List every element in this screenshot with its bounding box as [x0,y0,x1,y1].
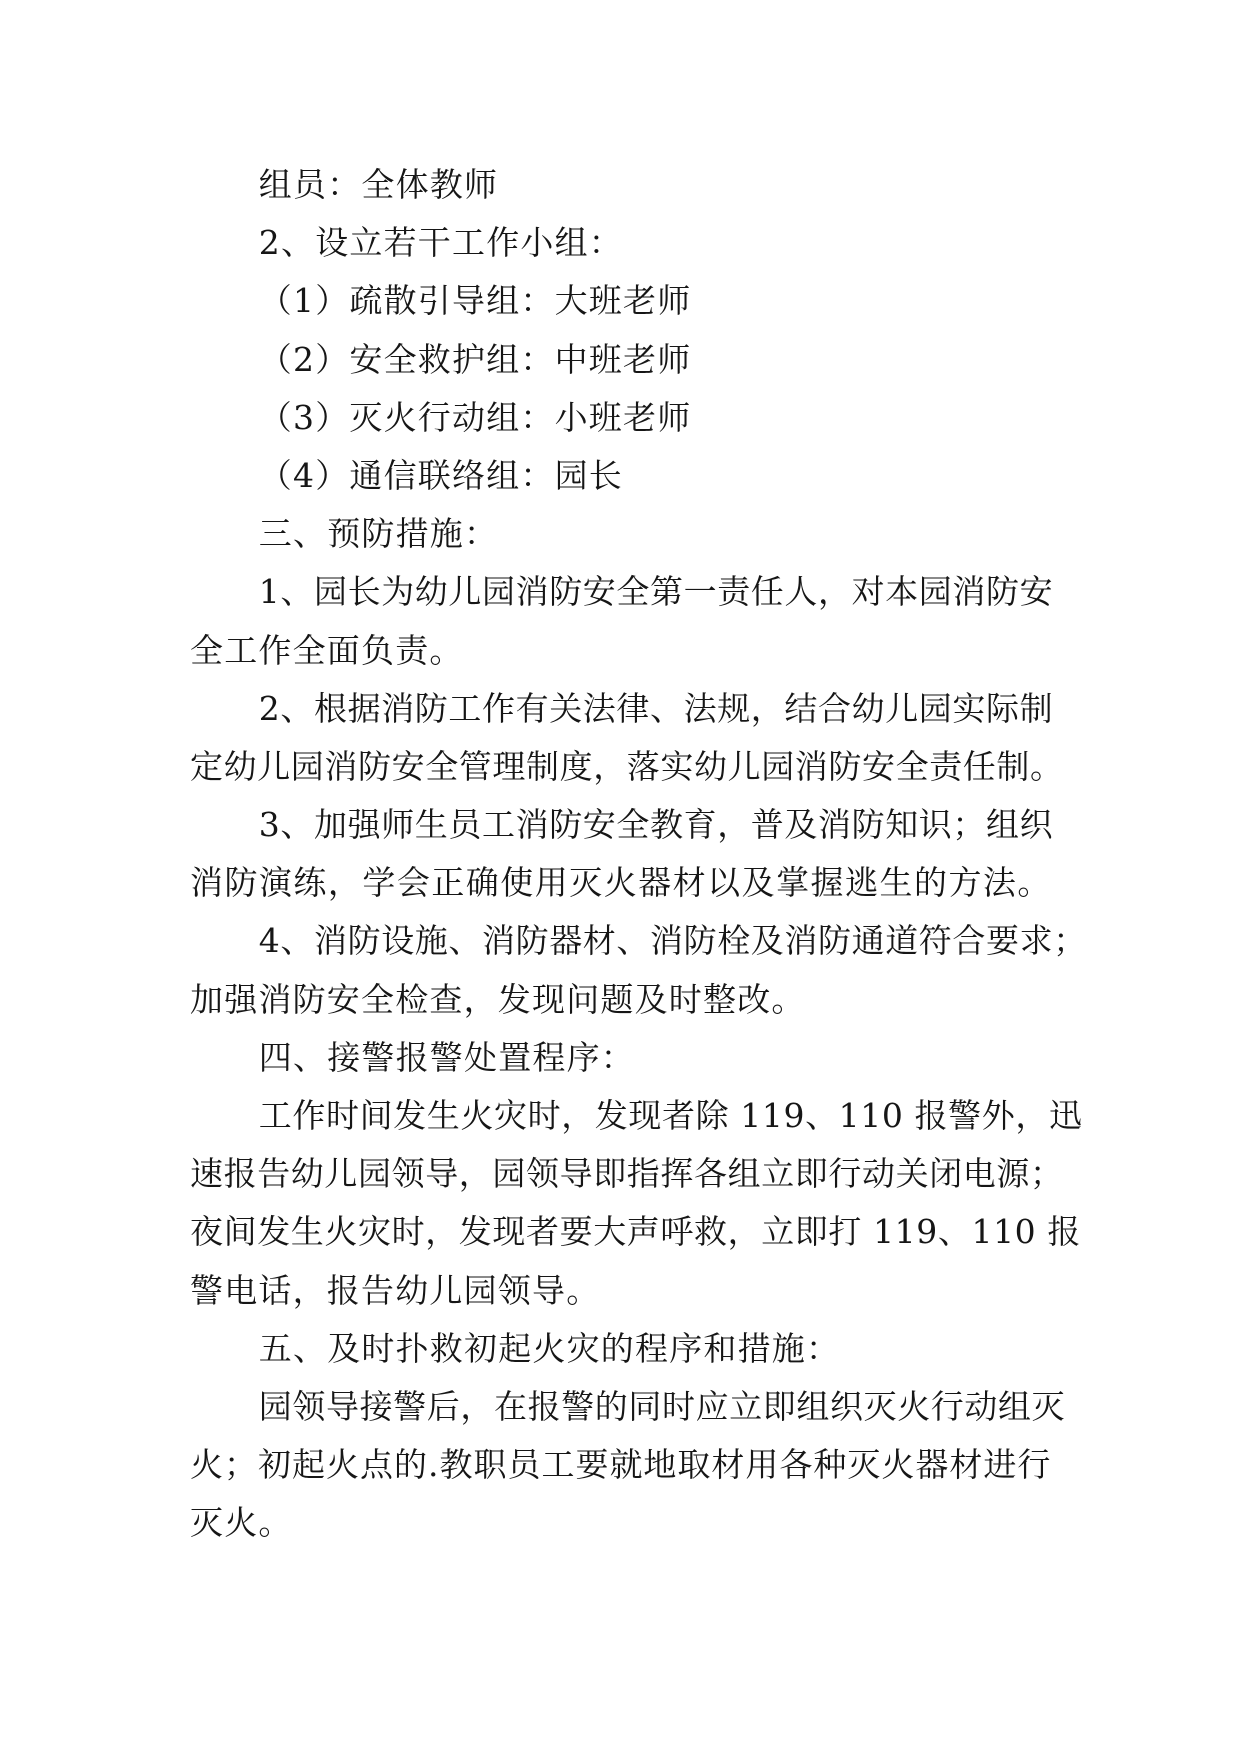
text-line: 全工作全面负责。 [190,630,464,670]
procedure-paragraph [190,1378,1066,1553]
team-members-paragraph [190,156,1051,214]
measure-item [190,563,1054,679]
text-line: 三、预防措施： [258,514,499,554]
text-line: （3）灭火行动组：小班老师 [258,397,692,437]
text-line: 四、接警报警处置程序： [258,1037,635,1077]
document-body [190,156,1087,1553]
text-line: 2、根据消防工作有关法律、法规，结合幼儿园实际制 [258,688,1054,728]
measure-item [190,680,1064,796]
subgroup-item [190,389,1051,447]
text-line: 组员：全体教师 [258,165,499,204]
measure-item [190,912,1087,1028]
text-line: 定幼儿园消防安全管理制度，落实幼儿园消防安全责任制。 [190,746,1064,786]
text-line: 夜间发生火灾时，发现者要大声呼救，立即打 119、110 报 [190,1212,1081,1252]
text-line: （2）安全救护组：中班老师 [258,339,692,379]
section-heading [190,505,1051,563]
procedure-paragraph [190,1087,1083,1320]
measure-item [190,796,1054,912]
subgroup-item [190,447,1051,505]
text-line: （4）通信联络组：园长 [258,455,623,495]
text-line: 速报告幼儿园领导，园领导即指挥各组立即行动关闭电源； [190,1154,1064,1194]
text-line: 加强消防安全检查，发现问题及时整改。 [190,979,806,1019]
text-line: 火；初起火点的.教职员工要就地取材用各种灭火器材进行 [190,1445,1051,1485]
text-line: 2、设立若干工作小组： [258,223,623,263]
text-line: 工作时间发生火灾时，发现者除 119、110 报警外，迅 [258,1096,1083,1135]
text-line: 五、及时扑救初起火灾的程序和措施： [258,1328,841,1368]
section-heading [190,1029,1051,1087]
text-line: 园领导接警后，在报警的同时应立即组织灭火行动组灭 [258,1386,1066,1426]
text-line: 灭火。 [190,1503,293,1543]
section-heading [190,1320,1051,1378]
text-line: 警电话，报告幼儿园领导。 [190,1270,601,1310]
subgroup-item [190,331,1051,389]
text-line: 1、园长为幼儿园消防安全第一责任人，对本园消防安 [258,572,1054,612]
subgroup-item [190,272,1051,330]
text-line: 4、消防设施、消防器材、消防栓及消防通道符合要求； [258,921,1087,961]
text-line: 3、加强师生员工消防安全教育，普及消防知识；组织 [258,805,1054,845]
text-line: 消防演练，学会正确使用灭火器材以及掌握逃生的方法。 [190,863,1051,903]
subgroup-heading [190,214,1051,272]
text-line: （1）疏散引导组：大班老师 [258,281,692,321]
